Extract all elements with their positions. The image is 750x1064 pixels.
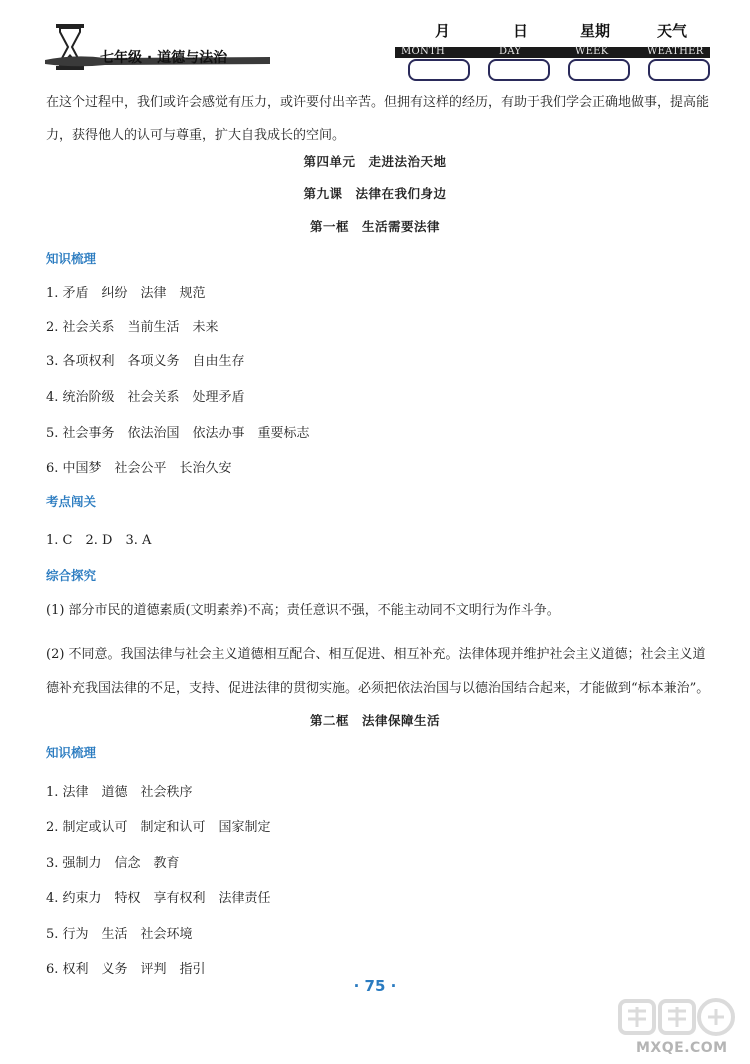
calendar-english-bar bbox=[395, 47, 710, 58]
weather-label: 天气 bbox=[657, 22, 688, 40]
knowledge-item: 6. 中国梦 社会公平 长治久安 bbox=[46, 461, 232, 476]
knowledge-item: 3. 强制力 信念 教育 bbox=[46, 856, 180, 871]
month-box bbox=[408, 59, 470, 81]
watermark-text: MXQE.COM bbox=[636, 1040, 728, 1056]
knowledge-item: 4. 约束力 特权 享有权利 法律责任 bbox=[46, 891, 271, 906]
week-box bbox=[568, 59, 630, 81]
knowledge-item: 1. 矛盾 纠纷 法律 规范 bbox=[46, 286, 206, 301]
weather-english: WEATHER bbox=[647, 46, 704, 57]
lesson-title: 第九课 法律在我们身边 bbox=[303, 186, 447, 201]
knowledge-item: 4. 统治阶级 社会关系 处理矛盾 bbox=[46, 390, 245, 405]
knowledge-item: 1. 法律 道德 社会秩序 bbox=[46, 785, 193, 800]
weather-box bbox=[648, 59, 710, 81]
knowledge-item: 3. 各项权利 各项义务 自由生存 bbox=[46, 354, 245, 369]
knowledge-item: 5. 社会事务 依法治国 依法办事 重要标志 bbox=[46, 426, 310, 441]
frame1-title: 第一框 生活需要法律 bbox=[309, 219, 440, 234]
exam-answers: 1. C 2. D 3. A bbox=[46, 533, 152, 548]
section-heading-exam: 考点闯关 bbox=[46, 494, 97, 509]
week-label: 星期 bbox=[580, 22, 611, 40]
knowledge-item: 2. 制定或认可 制定和认可 国家制定 bbox=[46, 820, 271, 835]
frame2-title: 第二框 法律保障生活 bbox=[309, 713, 440, 728]
calendar-labels bbox=[395, 20, 710, 44]
month-label: 月 bbox=[435, 22, 451, 40]
knowledge-item: 5. 行为 生活 社会环境 bbox=[46, 927, 193, 942]
knowledge-item: 6. 权利 义务 评判 指引 bbox=[46, 962, 206, 977]
section-heading-knowledge-1: 知识梳理 bbox=[46, 251, 97, 266]
explore-answer-1: (1) 部分市民的道德素质(文明素养)不高；责任意识不强，不能主动同不文明行为作斗争。 bbox=[46, 603, 560, 618]
knowledge-item: 2. 社会关系 当前生活 未来 bbox=[46, 320, 219, 335]
explore-answer-2: (2) 不同意。我国法律与社会主义道德相互配合、相互促进、相互补充。法律体现并维护社会主义道德；社会主义道德补充我国法律的不足，支持、促进法律的贯彻实施。必须把依法治国与以德治国结合起来，才能做到“标本兼治”。 bbox=[46, 647, 710, 696]
day-label: 日 bbox=[513, 22, 529, 40]
page-number: · 75 · bbox=[353, 977, 397, 995]
day-box bbox=[488, 59, 550, 81]
watermark-logo-icon bbox=[618, 995, 738, 1039]
section-heading-explore: 综合探究 bbox=[46, 568, 97, 583]
day-english: DAY bbox=[499, 46, 522, 57]
intro-paragraph: 在这个过程中，我们或许会感觉有压力，或许要付出辛苦。但拥有这样的经历，有助于我们学会正确地做事，提高能力，获得他人的认可与尊重，扩大自我成长的空间。 bbox=[46, 95, 710, 143]
month-english: MONTH bbox=[401, 46, 446, 57]
week-english: WEEK bbox=[575, 46, 609, 57]
unit-title: 第四单元 走进法治天地 bbox=[303, 154, 447, 169]
section-heading-knowledge-2: 知识梳理 bbox=[46, 745, 97, 760]
grade-subject-title: 七年级 · 道德与法治 bbox=[100, 50, 228, 66]
